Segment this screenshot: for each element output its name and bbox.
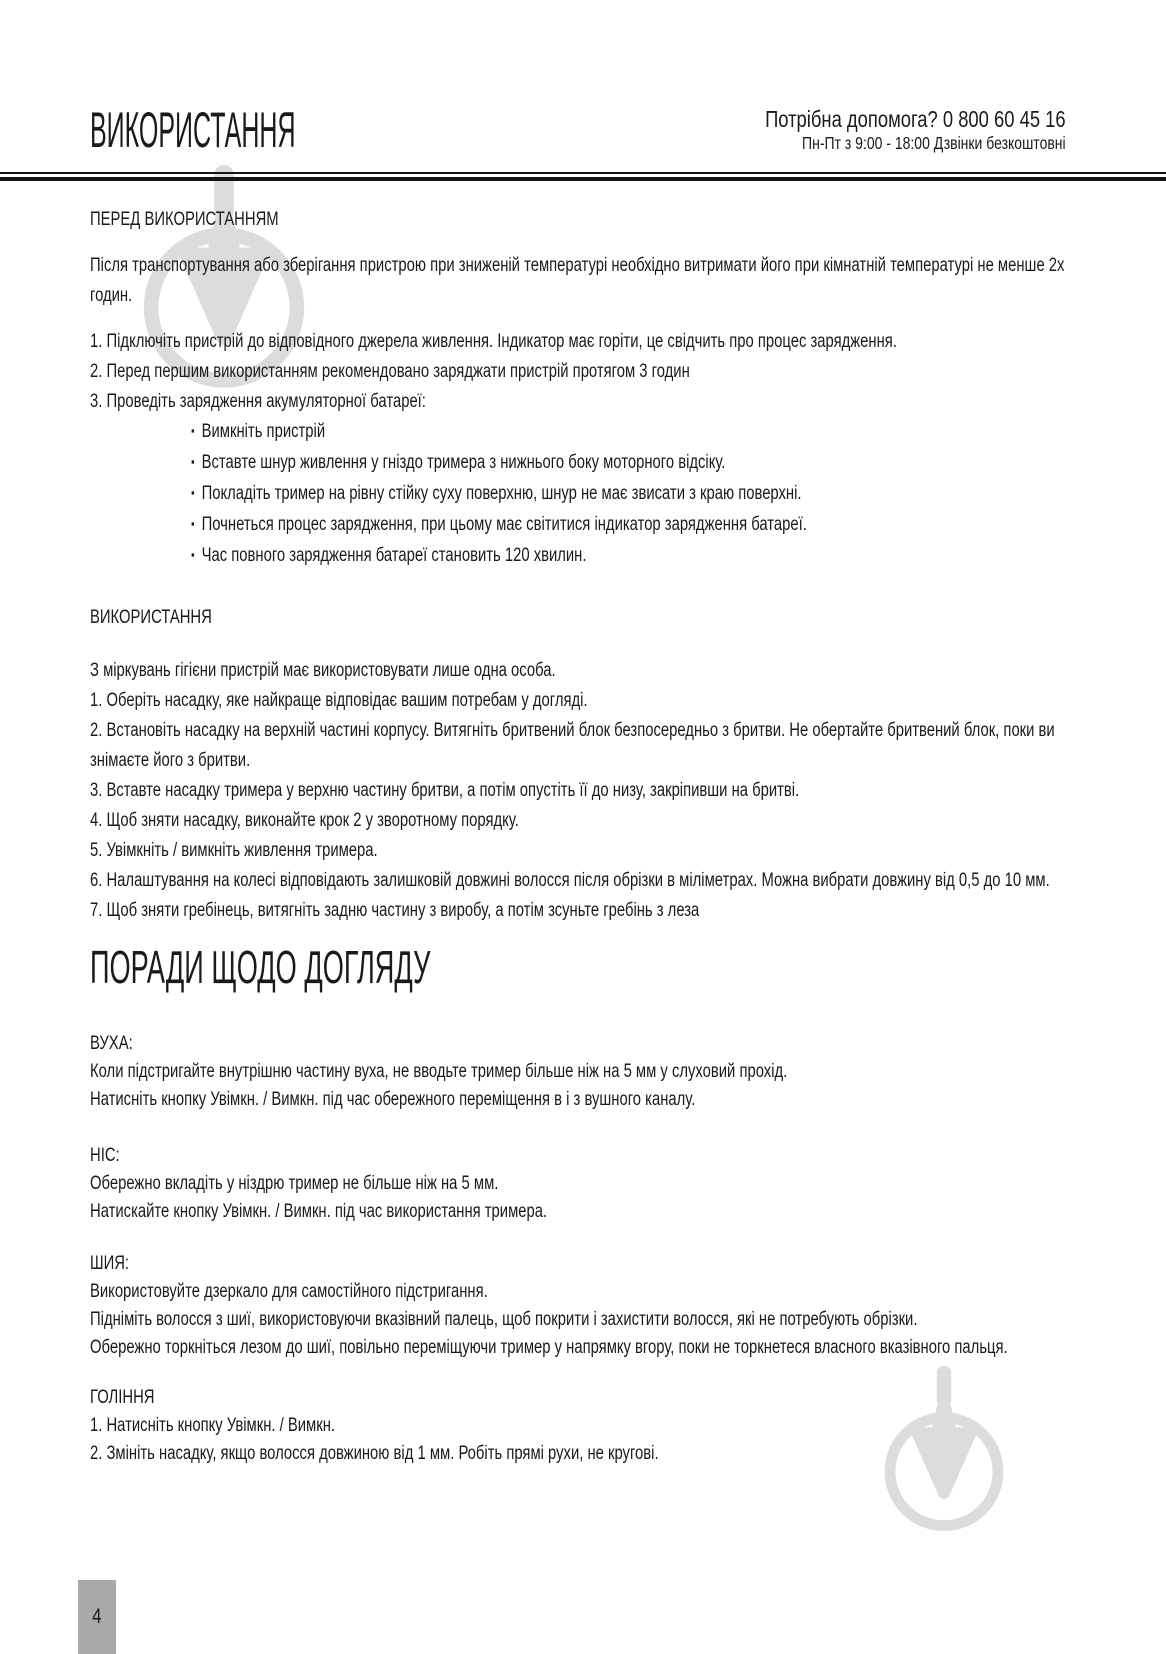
- list-item: ▪ Час повного зарядження батареї становить 120 хвилин.: [90, 541, 1104, 572]
- care-section-ears: [90, 1030, 1104, 1114]
- list-item: 2. Перед першим використанням рекомендовано заряджати пристрій протягом 3 годин: [90, 361, 690, 382]
- care-text-line: Коли підстригайте внутрішню частину вуха, не вводьте тример більше ніж на 5 мм у слуховий прохід.: [90, 1061, 788, 1082]
- before-usage-intro: Після транспортування або зберігання пристрою при зниженій температурі необхідно витримати його при кімнатній температурі не менше 2х годин.: [90, 255, 1065, 306]
- care-label-shaving: ГОЛІННЯ: [90, 1387, 155, 1408]
- list-item: 6. Налаштування на колесі відповідають залишковій довжині волосся після обрізки в міліметрах. Можна вибрати довжину від 0,5 до 10 мм.: [90, 870, 1050, 891]
- care-section-shaving: [90, 1384, 1104, 1468]
- list-item: ▪ Вставте шнур живлення у гніздо тримера з нижнього боку моторного відсіку.: [90, 448, 1104, 479]
- care-text-line: Натискайте кнопку Увімкн. / Вимкн. під час використання тримера.: [90, 1201, 548, 1222]
- care-text-line: Підніміть волосся з шиї, використовуючи вказівний палець, щоб покрити і захистити волосся, які не потребують обрізки.: [90, 1309, 918, 1330]
- page-number: 4: [92, 1605, 102, 1628]
- care-tips-title: ПОРАДИ ЩОДО ДОГЛЯДУ: [90, 941, 431, 993]
- list-item: ▪ Почнеться процес зарядження, при цьому має світитися індикатор зарядження батареї.: [90, 510, 1104, 541]
- list-item: ▪ Покладіть тример на рівну стійку суху поверхню, шнур не має звисати з краю поверхні.: [90, 479, 1104, 510]
- list-item: 1. Підключіть пристрій до відповідного джерела живлення. Індикатор має горіти, це свідчить про процес зарядження.: [90, 331, 897, 352]
- list-item: 5. Увімкніть / вимкніть живлення тримера.: [90, 840, 378, 861]
- section-label-usage: ВИКОРИСТАННЯ: [90, 607, 212, 628]
- section-label-before-usage: ПЕРЕД ВИКОРИСТАННЯМ: [90, 209, 279, 230]
- list-item: 3. Проведіть зарядження акумуляторної батареї:: [90, 391, 426, 412]
- care-label-ears: ВУХА:: [90, 1033, 133, 1054]
- usage-steps: [90, 686, 1104, 926]
- list-item: 2. Встановіть насадку на верхній частині корпусу. Витягніть бритвений блок безпосередньо з бритви. Не обертайте бритвений блок, поки ви знімаєте його з бритви.: [90, 720, 1055, 771]
- care-label-neck: ШИЯ:: [90, 1253, 130, 1274]
- list-item: 1. Оберіть насадку, яке найкраще відповідає вашим потребам у догляді.: [90, 690, 588, 711]
- care-text-line: Обережно вкладіть у ніздрю тример не більше ніж на 5 мм.: [90, 1173, 499, 1194]
- help-contact-block: [690, 106, 1066, 154]
- before-usage-steps: [90, 327, 1104, 417]
- list-item: ▪ Вимкніть пристрій: [90, 417, 1104, 448]
- care-text-line: 1. Натисніть кнопку Увімкн. / Вимкн.: [90, 1415, 336, 1436]
- care-text-line: Натисніть кнопку Увімкн. / Вимкн. під час обережного переміщення в і з вушного каналу.: [90, 1089, 696, 1110]
- care-section-nose: [90, 1142, 1104, 1226]
- care-text-line: Використовуйте дзеркало для самостійного підстригання.: [90, 1281, 488, 1302]
- help-hours-line: Пн-Пт з 9:00 - 18:00 Дзвінки безкоштовні: [802, 133, 1066, 153]
- care-text-line: Обережно торкніться лезом до шиї, повільно переміщуючи тример у напрямку вгору, поки не торкнетеся власного вказівного пальця.: [90, 1337, 1008, 1358]
- help-phone-line: Потрібна допомога? 0 800 60 45 16: [765, 106, 1066, 132]
- page-title: ВИКОРИСТАННЯ: [90, 102, 296, 158]
- usage-intro: З міркувань гігієни пристрій має використовувати лише одна особа.: [90, 660, 556, 681]
- list-item: 4. Щоб зняти насадку, виконайте крок 2 у зворотному порядку.: [90, 810, 519, 831]
- care-section-neck: [90, 1250, 1104, 1362]
- care-text-line: 2. Змініть насадку, якщо волосся довжиною від 1 мм. Робіть прямі рухи, не кругові.: [90, 1443, 659, 1464]
- care-label-nose: НІС:: [90, 1145, 120, 1166]
- page-number-box: [78, 1580, 116, 1654]
- charging-bullet-list: [90, 417, 1104, 572]
- list-item: 3. Вставте насадку тримера у верхню частину бритви, а потім опустіть її до низу, закріпивши на бритві.: [90, 780, 800, 801]
- list-item: 7. Щоб зняти гребінець, витягніть задню частину з виробу, а потім зсуньте гребінь з леза: [90, 900, 700, 921]
